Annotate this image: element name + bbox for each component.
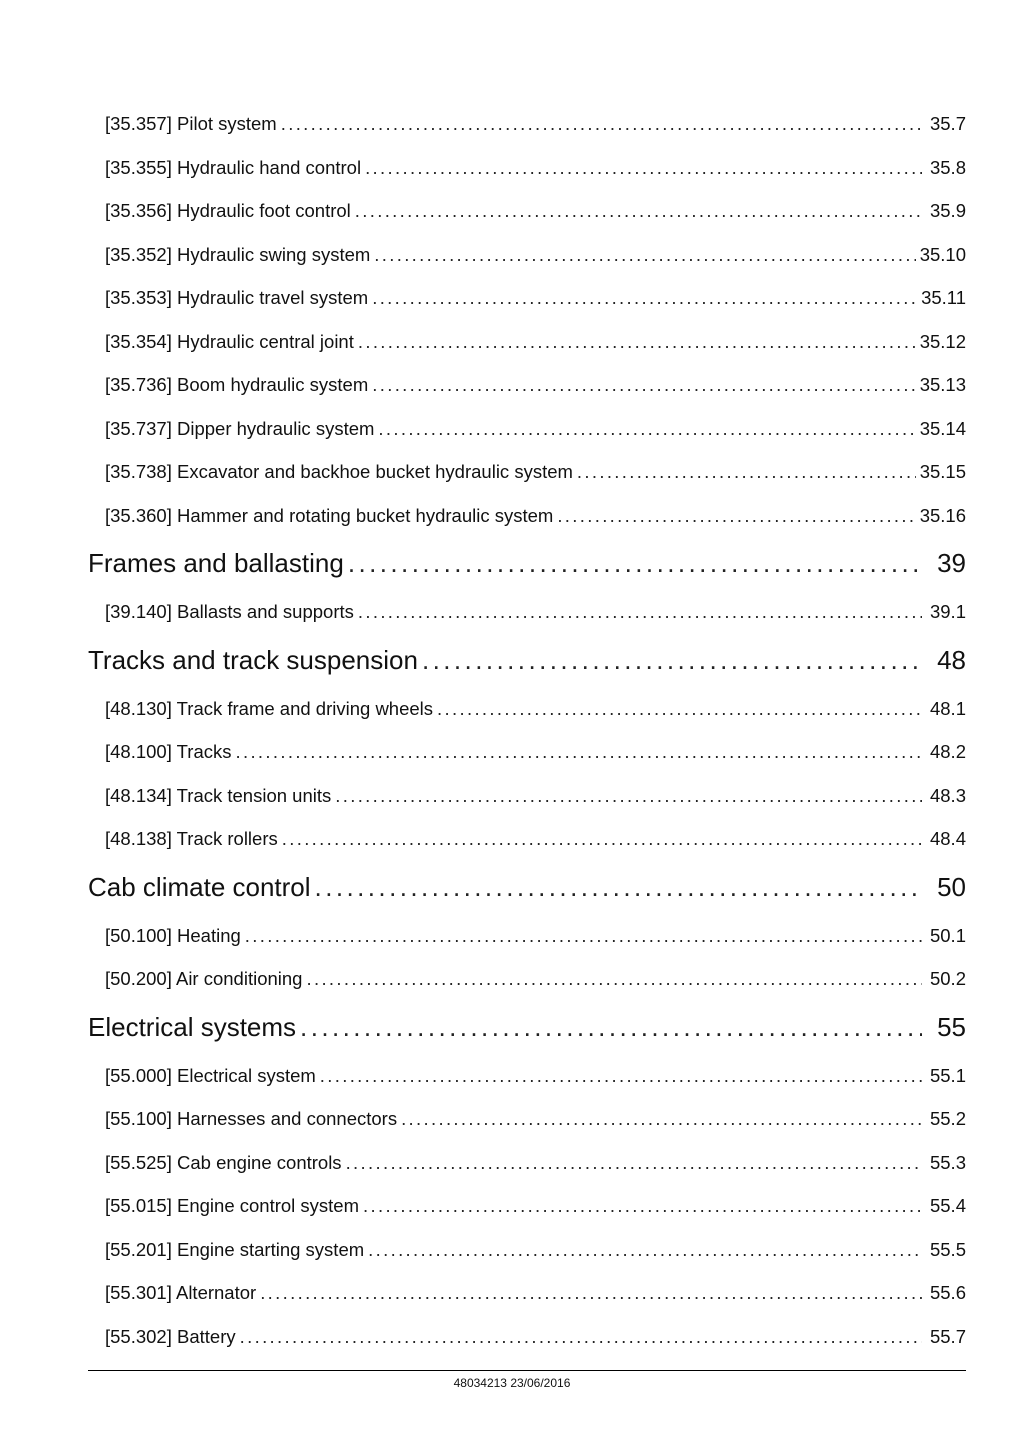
footer-rule: [88, 1370, 966, 1371]
toc-entry-page: 48.2: [929, 741, 966, 762]
dot-leader: [320, 1058, 922, 1094]
toc-entry-title: [35.737] Dipper hydraulic system: [105, 417, 375, 439]
toc-entry-title: Tracks and track suspension: [88, 644, 418, 675]
toc-section-entry[interactable]: [88, 193, 966, 237]
toc-section-entry[interactable]: [88, 237, 966, 281]
toc-section-entry[interactable]: [88, 821, 966, 865]
toc-entry-page: 48.3: [929, 784, 966, 806]
dot-leader: [577, 454, 916, 490]
dot-leader: [378, 411, 915, 447]
dot-leader: [335, 778, 922, 814]
dot-leader: [300, 1007, 922, 1047]
dot-leader: [368, 1232, 922, 1268]
dot-leader: [315, 867, 922, 907]
toc-entry-page: 55.7: [929, 1325, 966, 1347]
toc-entry-title: [55.525] Cab engine controls: [105, 1151, 342, 1173]
toc-entry-title: [35.357] Pilot system: [105, 113, 277, 134]
toc-section-entry[interactable]: [88, 961, 966, 1005]
toc-entry-page: 35.8: [929, 156, 966, 178]
toc-entry-page: 55.6: [929, 1282, 966, 1303]
toc-section-entry[interactable]: [88, 1275, 966, 1319]
toc-entry-title: [55.302] Battery: [105, 1325, 236, 1347]
toc-entry-title: [48.138] Track rollers: [105, 828, 278, 849]
toc-chapter-entry[interactable]: [88, 865, 966, 918]
toc-entry-title: [55.301] Alternator: [105, 1282, 257, 1303]
toc-entry-title: [35.353] Hydraulic travel system: [105, 287, 369, 308]
toc-entry-title: [48.134] Track tension units: [105, 784, 332, 806]
toc-entry-page: 39.1: [929, 601, 966, 622]
toc-entry-title: Frames and ballasting: [88, 548, 344, 578]
toc-entry-title: [55.000] Electrical system: [105, 1064, 316, 1086]
toc-entry-title: [48.100] Tracks: [105, 741, 232, 762]
dot-leader: [374, 237, 915, 273]
toc-entry-page: 35.10: [919, 243, 966, 265]
dot-leader: [245, 918, 922, 954]
dot-leader: [437, 691, 922, 727]
dot-leader: [557, 498, 915, 534]
toc-entry-page: 55: [937, 1011, 966, 1042]
dot-leader: [348, 543, 922, 583]
toc-chapter-entry[interactable]: [88, 1005, 966, 1058]
toc-entry-page: 55.1: [929, 1064, 966, 1086]
toc-section-entry[interactable]: [88, 1058, 966, 1102]
dot-leader: [358, 594, 922, 630]
toc-entry-title: Cab climate control: [88, 871, 311, 902]
toc-entry-title: [35.736] Boom hydraulic system: [105, 374, 369, 395]
toc-entry-title: [35.355] Hydraulic hand control: [105, 156, 362, 178]
dot-leader: [306, 961, 922, 997]
toc-section-entry[interactable]: [88, 150, 966, 194]
toc-section-entry[interactable]: [88, 1145, 966, 1189]
toc-section-entry[interactable]: [88, 1101, 966, 1145]
toc-entry-title: [50.100] Heating: [105, 924, 241, 946]
toc-entry-page: 55.3: [929, 1151, 966, 1173]
toc-section-entry[interactable]: [88, 280, 966, 324]
toc-entry-page: 50.2: [929, 968, 966, 989]
toc-section-entry[interactable]: [88, 411, 966, 455]
toc-section-entry[interactable]: [88, 691, 966, 735]
toc-entry-page: 55.4: [929, 1195, 966, 1216]
toc-section-entry[interactable]: [88, 454, 966, 498]
toc-entry-title: [35.354] Hydraulic central joint: [105, 330, 354, 352]
toc-entry-title: [48.130] Track frame and driving wheels: [105, 697, 434, 719]
toc-section-entry[interactable]: [88, 778, 966, 822]
toc-entry-page: 35.15: [919, 461, 966, 482]
toc-section-entry[interactable]: [88, 1232, 966, 1276]
toc-entry-page: 48.4: [929, 828, 966, 849]
toc-section-entry[interactable]: [88, 498, 966, 542]
toc-entry-page: 35.12: [919, 330, 966, 352]
table-of-contents: [88, 106, 966, 1362]
toc-chapter-entry[interactable]: [88, 638, 966, 691]
dot-leader: [260, 1275, 922, 1311]
toc-chapter-entry[interactable]: [88, 541, 966, 594]
toc-entry-title: Electrical systems: [88, 1011, 297, 1042]
dot-leader: [358, 324, 916, 360]
dot-leader: [401, 1101, 922, 1137]
toc-entry-title: [39.140] Ballasts and supports: [105, 601, 354, 622]
toc-entry-page: 35.13: [919, 374, 966, 395]
footer-text: 48034213 23/06/2016: [453, 1376, 571, 1390]
toc-entry-page: 50: [937, 871, 966, 902]
toc-entry-title: [35.360] Hammer and rotating bucket hydraulic system: [105, 504, 554, 526]
toc-section-entry[interactable]: [88, 594, 966, 638]
toc-entry-page: 55.5: [929, 1238, 966, 1260]
dot-leader: [372, 367, 915, 403]
toc-entry-page: 39: [937, 548, 966, 578]
toc-entry-page: 35.9: [929, 200, 966, 221]
toc-entry-title: [55.201] Engine starting system: [105, 1238, 365, 1260]
toc-entry-page: 35.14: [919, 417, 966, 439]
toc-entry-page: 48.1: [929, 697, 966, 719]
dot-leader: [363, 1188, 922, 1224]
dot-leader: [346, 1145, 922, 1181]
toc-section-entry[interactable]: [88, 367, 966, 411]
toc-section-entry[interactable]: [88, 734, 966, 778]
toc-entry-page: 55.2: [929, 1108, 966, 1129]
toc-entry-title: [50.200] Air conditioning: [105, 968, 303, 989]
dot-leader: [282, 821, 922, 857]
toc-entry-page: 35.16: [919, 504, 966, 526]
toc-section-entry[interactable]: [88, 1188, 966, 1232]
toc-entry-title: [55.100] Harnesses and connectors: [105, 1108, 398, 1129]
toc-entry-page: 35.7: [929, 113, 966, 134]
toc-section-entry[interactable]: [88, 1319, 966, 1363]
toc-entry-title: [35.738] Excavator and backhoe bucket hydraulic system: [105, 461, 573, 482]
toc-entry-page: 48: [937, 644, 966, 675]
toc-entry-page: 35.11: [921, 287, 966, 308]
toc-entry-page: 50.1: [929, 924, 966, 946]
toc-entry-title: [55.015] Engine control system: [105, 1195, 360, 1216]
toc-entry-title: [35.352] Hydraulic swing system: [105, 243, 371, 265]
toc-section-entry[interactable]: [88, 918, 966, 962]
toc-section-entry[interactable]: [88, 324, 966, 368]
dot-leader: [355, 193, 922, 229]
dot-leader: [372, 280, 917, 316]
dot-leader: [281, 106, 922, 142]
toc-entry-title: [35.356] Hydraulic foot control: [105, 200, 351, 221]
dot-leader: [365, 150, 922, 186]
dot-leader: [422, 640, 922, 680]
dot-leader: [235, 734, 922, 770]
toc-section-entry[interactable]: [88, 106, 966, 150]
dot-leader: [240, 1319, 922, 1355]
